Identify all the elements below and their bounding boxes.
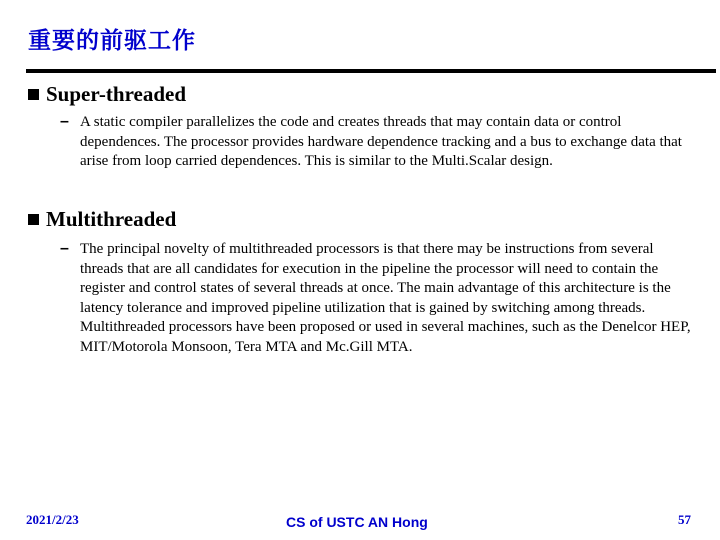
section-heading-label: Super-threaded bbox=[46, 82, 187, 106]
dash-bullet-icon: – bbox=[60, 113, 69, 130]
section-heading-super-threaded bbox=[28, 82, 186, 107]
section-text-super-threaded: A static compiler parallelizes the code and creates threads that may contain data or control dependences. The processor provides hardware dependence tracking and a bus to exchange data that arise from loop carried dependences. This is similar to the Multi.Scalar design. bbox=[80, 114, 682, 170]
page-title: 重要的前驱工作 bbox=[28, 28, 196, 54]
section-text-multithreaded: The principal novelty of multithreaded processors is that there may be instructions from several threads that are all candidates for execution in the pipeline the processor will need to contain the register and control states of several threads at once. The main advantage of this architecture is the latency tolerance and improved pipeline utilization that is gained by switching among threads. Multithreaded processors have been proposed or used in several machines, such as the Denelcor HEP, MIT/Motorola Monsoon, Tera MTA and Mc.Gill MTA. bbox=[80, 241, 691, 355]
page-number: 57 bbox=[678, 512, 691, 527]
dash-bullet-icon: – bbox=[60, 240, 69, 257]
title-divider bbox=[26, 69, 716, 73]
section-heading-multithreaded bbox=[28, 207, 176, 232]
square-bullet-icon bbox=[28, 89, 39, 100]
footer-date: 2021/2/23 bbox=[26, 512, 79, 527]
square-bullet-icon bbox=[28, 214, 39, 225]
footer-author: CS of USTC AN Hong bbox=[286, 514, 428, 530]
section-heading-label: Multithreaded bbox=[46, 207, 177, 231]
